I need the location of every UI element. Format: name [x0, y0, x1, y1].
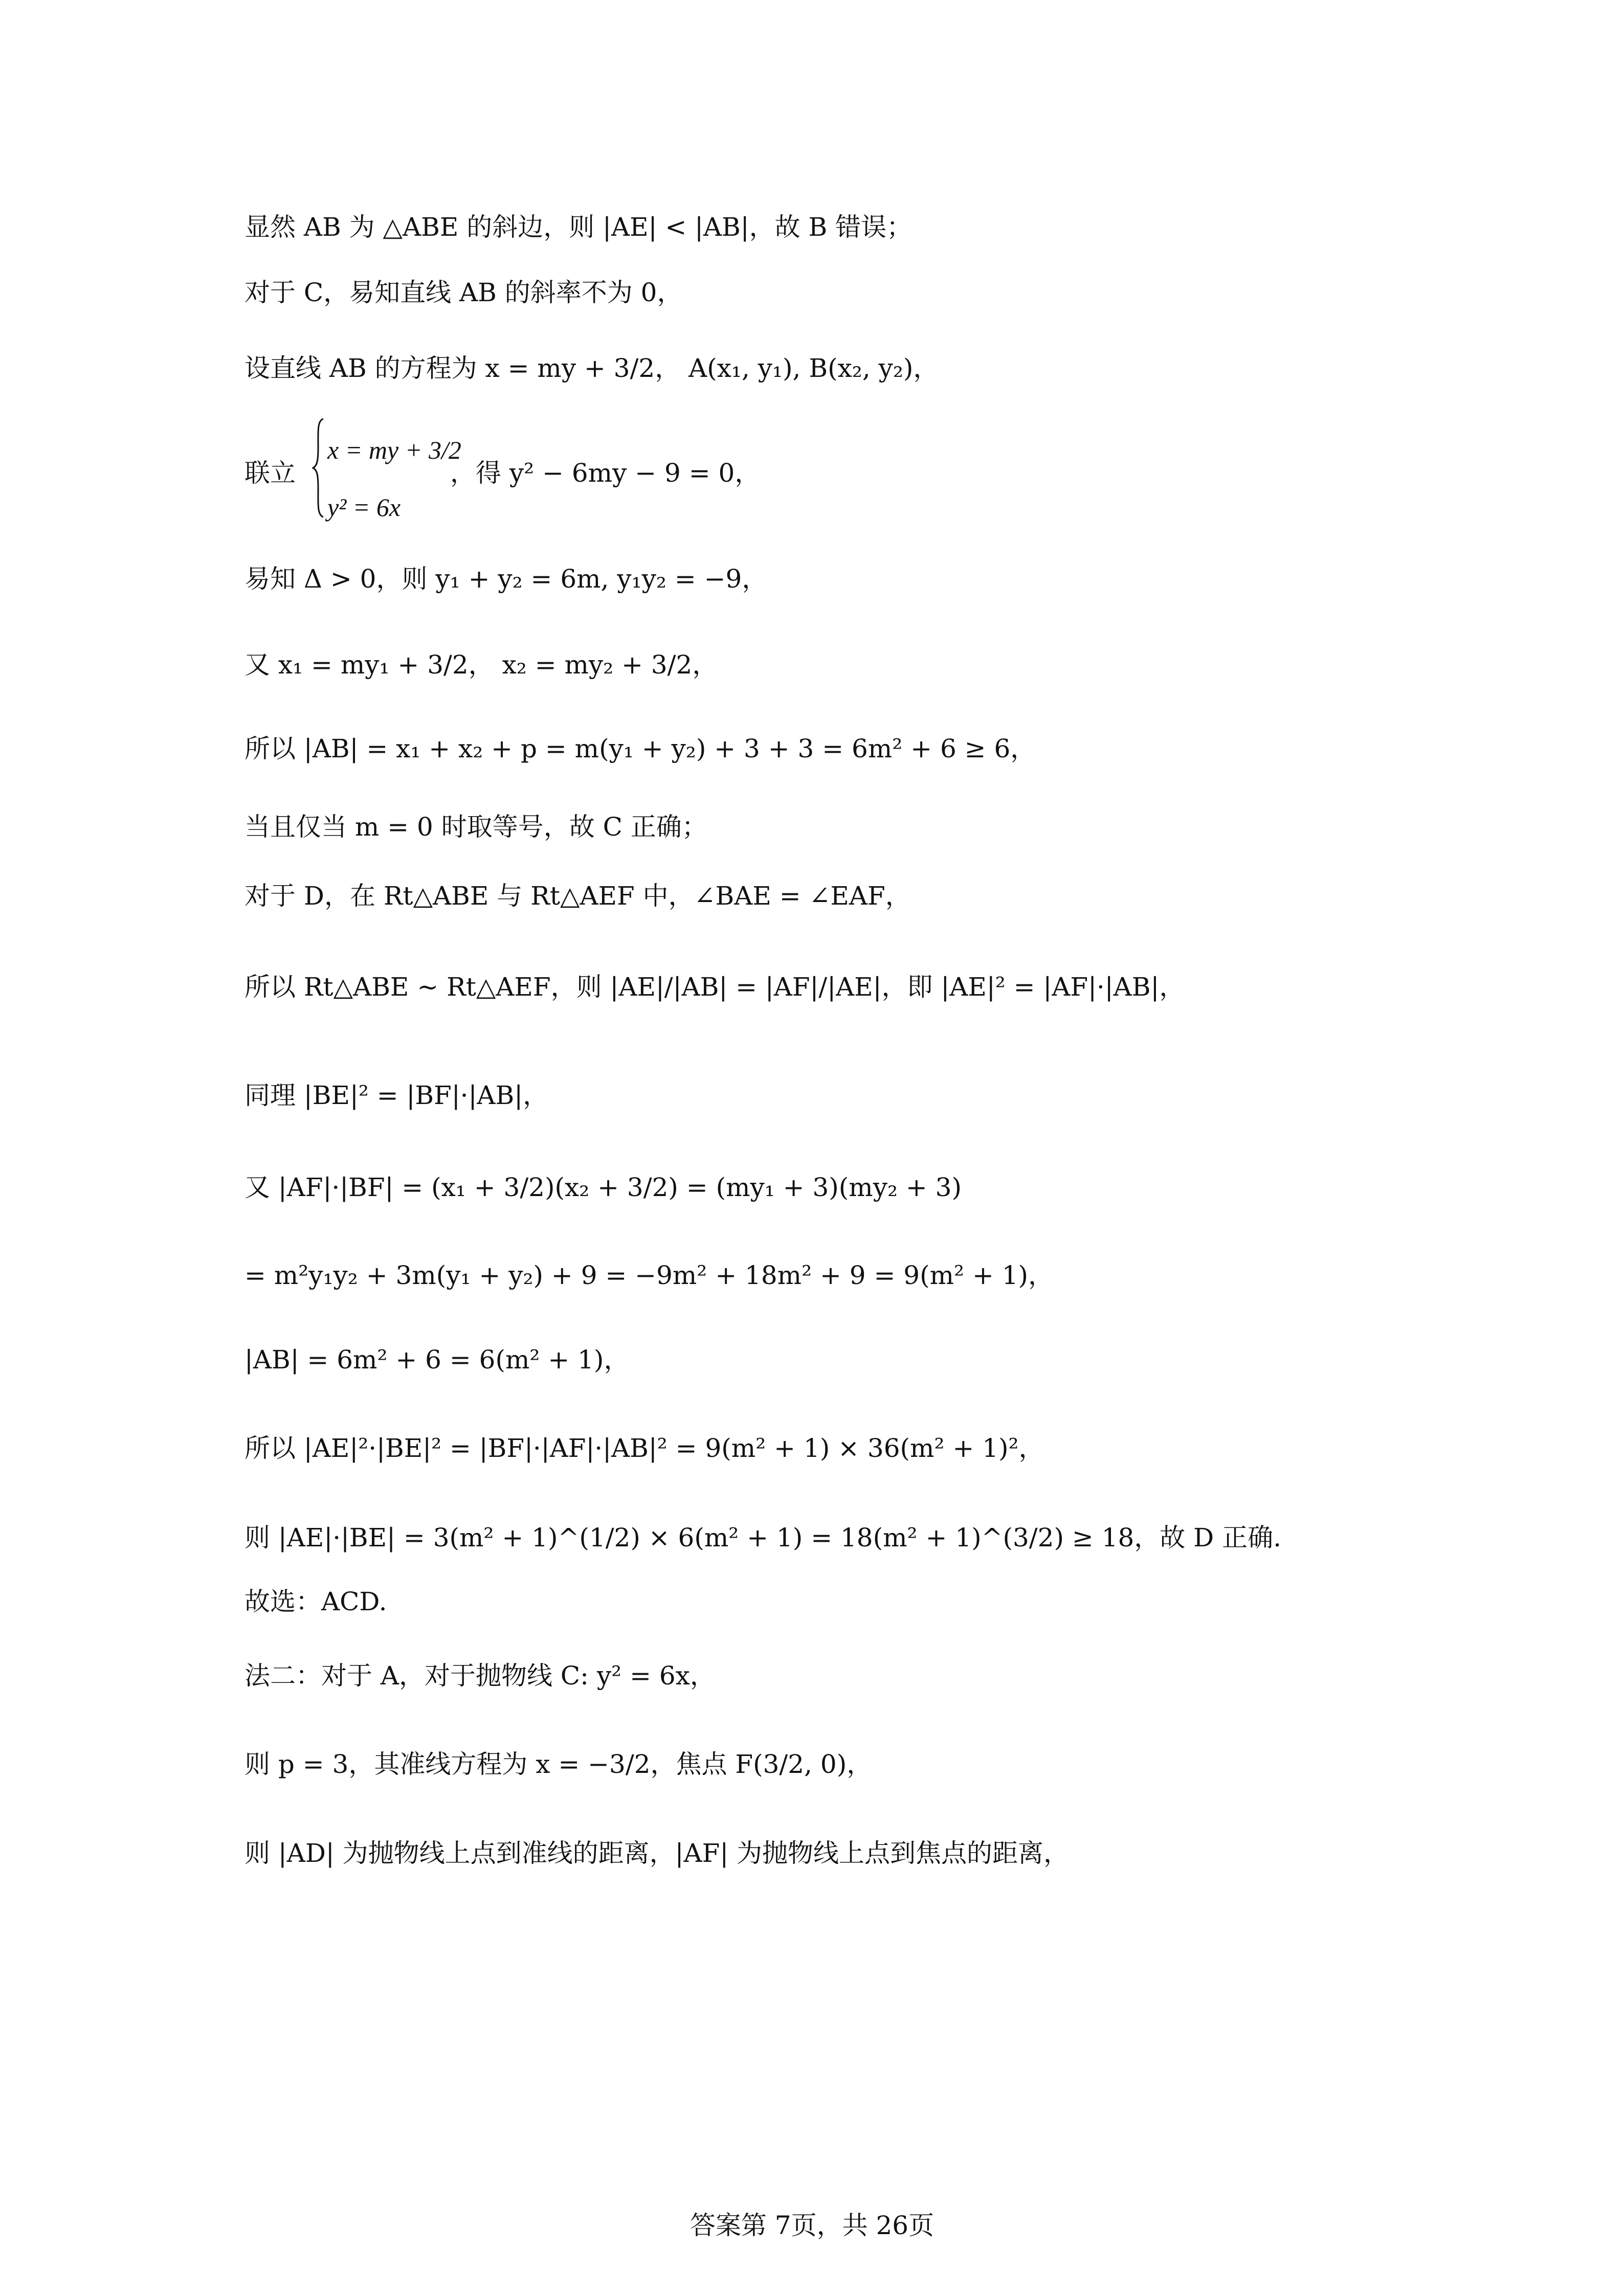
- text-line-13: = m²y₁y₂ + 3m(y₁ + y₂) + 9 = −9m² + 18m² + 9 = 9(m² + 1)，: [244, 1260, 1054, 1290]
- text-line-2: 对于 C，易知直线 AB 的斜率不为 0，: [244, 278, 683, 307]
- text-line-9: 对于 D，在 Rt△ABE 与 Rt△AEF 中，∠BAE = ∠EAF，: [244, 881, 911, 911]
- text-line-19: 则 p = 3，其准线方程为 x = −3/2，焦点 F(3/2, 0)，: [244, 1749, 873, 1779]
- page-footer: 答案第 7页，共 26页: [689, 2211, 935, 2240]
- text-line-12: 又 |AF|·|BF| = (x₁ + 3/2)(x₂ + 3/2) = (my₁ + 3)(my₂ + 3): [244, 1173, 962, 1202]
- text-line-7: 所以 |AB| = x₁ + x₂ + p = m(y₁ + y₂) + 3 + 3 = 6m² + 6 ≥ 6，: [244, 734, 1036, 763]
- text-line-1: 显然 AB 为 △ABE 的斜边，则 |AE| < |AB|，故 B 错误；: [244, 212, 913, 242]
- text-line-8: 当且仅当 m = 0 时取等号，故 C 正确；: [244, 812, 707, 842]
- text-line-15: 所以 |AE|²·|BE|² = |BF|·|AF|·|AB|² = 9(m² + 1) × 36(m² + 1)²，: [244, 1433, 1044, 1463]
- text-line-11: 同理 |BE|² = |BF|·|AB|，: [244, 1081, 549, 1110]
- system-equation-1: x = my + 3/2: [327, 436, 461, 464]
- text-line-5: 易知 Δ > 0，则 y₁ + y₂ = 6m, y₁y₂ = −9，: [244, 564, 768, 594]
- text-line-4-label: 联立: [244, 458, 296, 488]
- text-line-6: 又 x₁ = my₁ + 3/2， x₂ = my₂ + 3/2，: [244, 650, 718, 680]
- text-line-10: 所以 Rt△ABE ∼ Rt△AEF，则 |AE|/|AB| = |AF|/|AE|，即 |AE|² = |AF|·|AB|，: [244, 972, 1185, 1002]
- text-line-16: 则 |AE|·|BE| = 3(m² + 1)^(1/2) × 6(m² + 1) = 18(m² + 1)^(3/2) ≥ 18，故 D 正确.: [244, 1523, 1282, 1552]
- text-line-3: 设直线 AB 的方程为 x = my + 3/2， A(x₁, y₁), B(x₂, y₂)，: [244, 353, 939, 383]
- text-line-20: 则 |AD| 为抛物线上点到准线的距离，|AF| 为抛物线上点到焦点的距离，: [244, 1838, 1070, 1868]
- text-line-4-result: ，得 y² − 6my − 9 = 0，: [450, 458, 761, 488]
- text-line-18: 法二：对于 A，对于抛物线 C: y² = 6x，: [244, 1661, 716, 1691]
- system-equation-2: y² = 6x: [327, 493, 401, 522]
- system-brace: [312, 417, 325, 519]
- text-line-14: |AB| = 6m² + 6 = 6(m² + 1)，: [244, 1345, 630, 1375]
- text-line-17: 故选：ACD.: [244, 1587, 387, 1616]
